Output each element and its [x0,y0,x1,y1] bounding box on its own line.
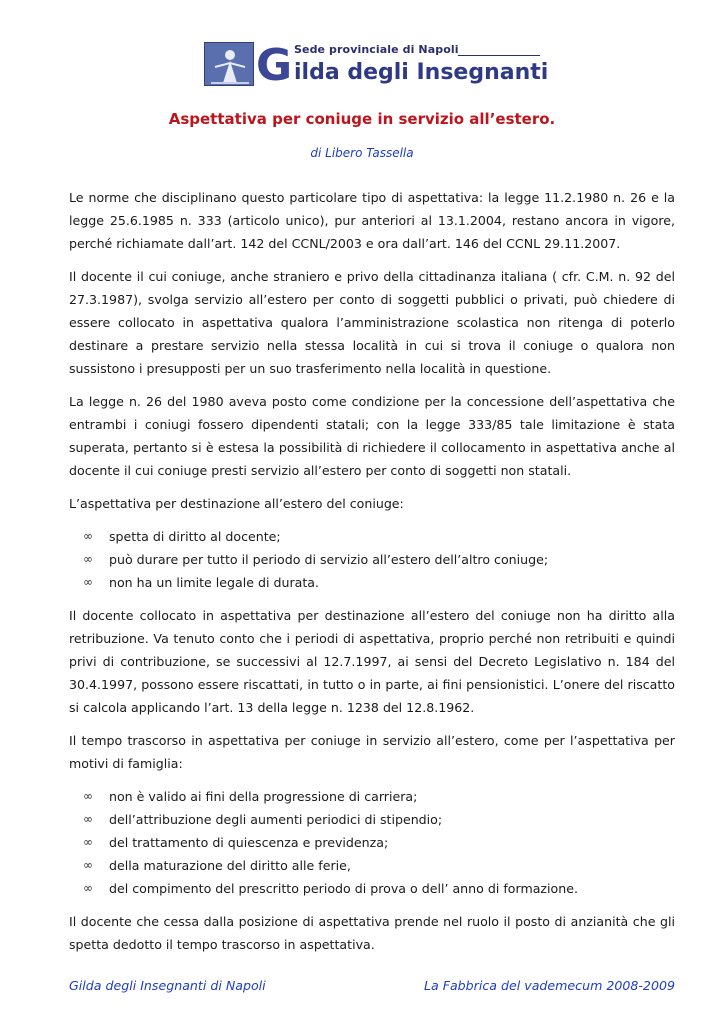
header-organization-name: ilda degli Insegnanti [294,60,549,85]
paragraph: Il docente il cui coniuge, anche straniero e privo della cittadinanza italiana ( cfr. C.M. n. 92 del 27.3.1987), svolga servizio all’estero per conto di soggetti pubblici o privati, può chiedere di essere collocato in aspettativa qualora l’amministrazione scolastica non ritenga di poterlo destinare a prestare servizio nella stessa località in cui si trova il coniuge o qualora non sussistono i presupposti per un suo trasferimento nella località in questione. [69,269,675,376]
list-item-text: spetta di diritto al docente; [109,529,281,544]
list-item [69,831,675,854]
list-item [69,571,675,594]
infinity-bullet-icon: ∞ [83,575,93,589]
list-item [69,525,675,548]
list-item-text: dell’attribuzione degli aumenti periodici di stipendio; [109,812,443,827]
logo-letter: G [256,40,293,91]
list-item [69,854,675,877]
list-item-text: della maturazione del diritto alle ferie, [109,858,351,873]
list-item [69,785,675,808]
infinity-bullet-icon: ∞ [83,789,93,803]
list-item-text: può durare per tutto il periodo di servizio all’estero dell’altro coniuge; [109,552,549,567]
infinity-bullet-icon: ∞ [83,529,93,543]
list-item-text: non è valido ai fini della progressione di carriera; [109,789,418,804]
paragraph: Il docente che cessa dalla posizione di aspettativa prende nel ruolo il posto di anzianità che gli spetta dedotto il tempo trascorso in aspettativa. [69,914,675,952]
list-item-text: del compimento del prescritto periodo di prova o dell’ anno di formazione. [109,881,578,896]
footer-left-text: Gilda degli Insegnanti di Napoli [69,978,266,993]
infinity-bullet-icon: ∞ [83,858,93,872]
paragraph: Le norme che disciplinano questo particolare tipo di aspettativa: la legge 11.2.1980 n. 26 e la legge 25.6.1985 n. 333 (articolo unico), pur anteriori al 13.1.2004, restano ancora in vigore, perché richiamate dall’art. 142 del CCNL/2003 e ora dall’art. 146 del CCNL 29.11.2007. [69,190,675,251]
infinity-bullet-icon: ∞ [83,552,93,566]
document-title: Aspettativa per coniuge in servizio all’estero. [168,110,556,128]
paragraph: Il docente collocato in aspettativa per destinazione all’estero del coniuge non ha diritto alla retribuzione. Va tenuto conto che i periodi di aspettativa, proprio perché non retribuiti e quindi privi di contribuzione, se successivi al 12.7.1997, ai sensi del Decreto Legislativo n. 184 del 30.4.1997, possono essere riscattati, in tutto o in parte, ai fini pensionistici. L’onere del riscatto si calcola applicando l’art. 13 della legge n. 1238 del 12.8.1962. [69,608,675,715]
header-sede-label: Sede provinciale di Napoli [294,43,459,56]
paragraph: L’aspettativa per destinazione all’estero del coniuge: [69,496,404,511]
infinity-bullet-icon: ∞ [83,835,93,849]
list-item [69,877,675,900]
list-item-text: non ha un limite legale di durata. [109,575,320,590]
list-item [69,808,675,831]
list-item [69,548,675,571]
header-underline [458,55,540,56]
header-logo [204,40,549,91]
bullet-list-tempo [69,785,675,900]
list-item-text: del trattamento di quiescenza e previdenza; [109,835,389,850]
paragraph: Il tempo trascorso in aspettativa per coniuge in servizio all’estero, come per l’aspettativa per motivi di famiglia: [69,733,675,771]
document-author: di Libero Tassella [310,146,414,160]
infinity-bullet-icon: ∞ [83,881,93,895]
footer-right-text: La Fabbrica del vademecum 2008-2009 [423,978,675,993]
logo-emblem-icon [204,42,254,86]
paragraph: La legge n. 26 del 1980 aveva posto come condizione per la concessione dell’aspettativa che entrambi i coniugi fossero dipendenti statali; con la legge 333/85 tale limitazione è stata superata, pertanto si è estesa la possibilità di richiedere il collocamento in aspettativa anche al docente il cui coniuge presti servizio all’estero per conto di soggetti non statali. [69,394,675,478]
infinity-bullet-icon: ∞ [83,812,93,826]
bullet-list-aspettativa [69,525,675,594]
document-body [69,186,675,966]
